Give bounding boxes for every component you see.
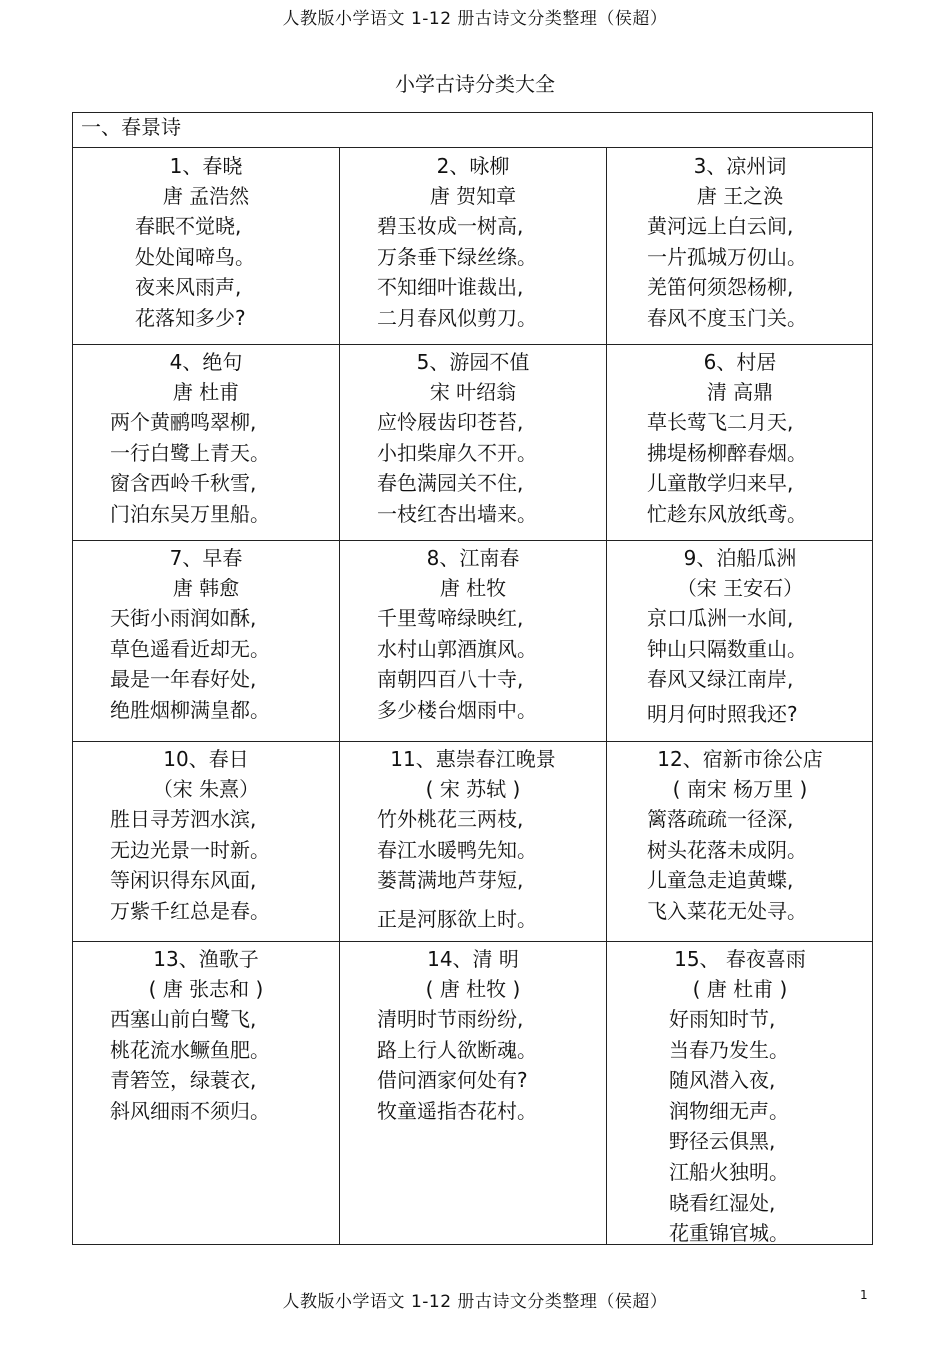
poem-author: 唐 杜甫	[172, 380, 240, 404]
poem-body	[607, 1004, 873, 1249]
poem-cell	[607, 941, 873, 1249]
page-footer: 人教版小学语文 1-12 册古诗文分类整理（侯超）	[282, 1292, 668, 1312]
poem-line: 忙趁东风放纸鸢。	[647, 501, 807, 526]
poem-line: 不知细叶谁裁出,	[377, 275, 524, 300]
poem-line: 好雨知时节,	[669, 1007, 776, 1031]
poem-line: 飞入菜花无处寻。	[647, 898, 807, 923]
poem-line: 京口瓜洲一水间,	[647, 606, 794, 630]
poem-author: 唐 杜牧	[439, 576, 507, 600]
poem-line: 当春乃发生。	[669, 1037, 789, 1062]
poem-line: 春风又绿江南岸,	[647, 667, 794, 692]
poem-line: 花落知多少?	[135, 305, 246, 330]
poem-cell	[340, 540, 606, 725]
poem-body	[607, 407, 873, 529]
poem-title: 13、渔歌子	[153, 947, 259, 971]
poem-author: ( 南宋 杨万里 )	[672, 777, 808, 801]
poem-cell	[73, 540, 339, 725]
poem-line: 正是河豚欲上时。	[377, 906, 537, 931]
page-header: 人教版小学语文 1-12 册古诗文分类整理（侯超）	[282, 9, 668, 29]
poem-title: 11、惠崇春江晚景	[390, 747, 556, 771]
poem-line: 野径云俱黑,	[669, 1129, 776, 1154]
poem-title: 6、村居	[703, 350, 777, 374]
poem-author: 唐 王之涣	[696, 184, 784, 208]
poem-author: 唐 贺知章	[429, 184, 517, 208]
poem-line: 春风不度玉门关。	[647, 305, 807, 330]
poem-cell	[340, 344, 606, 529]
poem-line: 应怜屐齿印苍苔,	[377, 410, 524, 434]
poem-line: 随风潜入夜,	[669, 1068, 776, 1093]
poem-body	[340, 211, 606, 333]
poem-author: 清 高鼎	[706, 380, 774, 404]
poem-line: 一行白鹭上青天。	[110, 440, 270, 465]
poem-body	[73, 1004, 339, 1126]
poem-line: 绝胜烟柳满皇都。	[110, 697, 270, 722]
poem-line: 天街小雨润如酥,	[110, 606, 257, 630]
poem-line: 一片孤城万仞山。	[647, 244, 807, 269]
poem-line: 处处闻啼鸟。	[135, 244, 255, 269]
poem-title: 8、江南春	[426, 546, 520, 570]
poem-title: 3、凉州词	[693, 154, 787, 178]
poem-body	[607, 211, 873, 333]
poem-line: 碧玉妆成一树高,	[377, 214, 524, 238]
poem-body	[340, 407, 606, 529]
poem-line: 西塞山前白鹭飞,	[110, 1007, 257, 1031]
poem-line: 明月何时照我还?	[647, 701, 798, 726]
poem-author: 唐 孟浩然	[162, 184, 250, 208]
poem-title: 12、宿新市徐公店	[657, 747, 823, 771]
poem-body	[73, 211, 339, 333]
poem-line: 小扣柴扉久不开。	[377, 440, 537, 465]
poem-line: 花重锦官城。	[669, 1221, 789, 1246]
poem-line: 钟山只隔数重山。	[647, 636, 807, 661]
poem-line: 夜来风雨声,	[135, 275, 242, 300]
poem-title: 10、春日	[163, 747, 249, 771]
poem-body	[607, 804, 873, 926]
poem-author: ( 唐 杜甫 )	[692, 977, 788, 1001]
poem-line: 蒌蒿满地芦芽短,	[377, 868, 524, 893]
poem-line: 窗含西岭千秋雪,	[110, 471, 257, 496]
poem-title: 2、咏柳	[436, 154, 510, 178]
poem-body	[607, 603, 873, 729]
poem-cell	[73, 148, 339, 333]
poem-author: （宋 朱熹）	[152, 777, 260, 801]
poem-table	[72, 112, 873, 1245]
poem-line: 南朝四百八十寺,	[377, 667, 524, 692]
poem-body	[73, 407, 339, 529]
poem-cell	[607, 148, 873, 333]
poem-line: 春色满园关不住,	[377, 471, 524, 496]
page-number: 1	[860, 1288, 868, 1302]
poem-line: 江船火独明。	[669, 1159, 789, 1184]
poem-line: 草长莺飞二月天,	[647, 410, 794, 434]
poem-body	[73, 804, 339, 926]
poem-line: 借问酒家何处有?	[377, 1068, 528, 1093]
poem-body	[340, 1004, 606, 1126]
poem-line: 羌笛何须怨杨柳,	[647, 275, 794, 300]
poem-title: 5、游园不值	[416, 350, 530, 374]
poem-title: 9、泊船瓜洲	[683, 546, 797, 570]
poem-line: 树头花落未成阴。	[647, 837, 807, 862]
poem-line: 桃花流水鳜鱼肥。	[110, 1037, 270, 1062]
poem-cell	[607, 344, 873, 529]
poem-line: 胜日寻芳泗水滨,	[110, 807, 257, 831]
poem-author: 唐 韩愈	[172, 576, 240, 600]
poem-cell	[73, 941, 339, 1126]
poem-line: 路上行人欲断魂。	[377, 1037, 537, 1062]
poem-title: 14、清 明	[427, 947, 519, 971]
poem-author: ( 唐 张志和 )	[148, 977, 264, 1001]
poem-line: 草色遥看近却无。	[110, 636, 270, 661]
poem-author: ( 唐 杜牧 )	[425, 977, 521, 1001]
poem-line: 拂堤杨柳醉春烟。	[647, 440, 807, 465]
poem-line: 一枝红杏出墙来。	[377, 501, 537, 526]
poem-line: 儿童散学归来早,	[647, 471, 794, 496]
poem-cell	[340, 148, 606, 333]
poem-cell	[340, 741, 606, 934]
document-title: 小学古诗分类大全	[395, 72, 555, 96]
poem-line: 千里莺啼绿映红,	[377, 606, 524, 630]
poem-line: 二月春风似剪刀。	[377, 305, 537, 330]
poem-author: ( 宋 苏轼 )	[425, 777, 521, 801]
poem-line: 春江水暖鸭先知。	[377, 837, 537, 862]
poem-line: 清明时节雨纷纷,	[377, 1007, 524, 1031]
poem-body	[340, 804, 606, 934]
poem-body	[340, 603, 606, 725]
poem-title: 1、春晓	[169, 154, 243, 178]
poem-line: 万紫千红总是春。	[110, 898, 270, 923]
poem-line: 竹外桃花三两枝,	[377, 807, 524, 831]
poem-title: 7、早春	[169, 546, 243, 570]
poem-line: 无边光景一时新。	[110, 837, 270, 862]
poem-cell	[340, 941, 606, 1126]
poem-line: 斜风细雨不须归。	[110, 1098, 270, 1123]
poem-line: 水村山郭酒旗风。	[377, 636, 537, 661]
poem-line: 晓看红湿处,	[669, 1190, 776, 1215]
poem-cell	[73, 741, 339, 926]
poem-line: 青箬笠，绿蓑衣,	[110, 1068, 257, 1093]
poem-line: 润物细无声。	[669, 1098, 789, 1123]
poem-line: 最是一年春好处,	[110, 667, 257, 692]
poem-line: 黄河远上白云间,	[647, 214, 794, 238]
poem-body	[73, 603, 339, 725]
poem-line: 儿童急走追黄蝶,	[647, 868, 794, 893]
poem-line: 多少楼台烟雨中。	[377, 697, 537, 722]
poem-line: 牧童遥指杏花村。	[377, 1098, 537, 1123]
poem-line: 篱落疏疏一径深,	[647, 807, 794, 831]
poem-line: 春眠不觉晓,	[135, 214, 242, 238]
poem-line: 门泊东吴万里船。	[110, 501, 270, 526]
poem-cell	[73, 344, 339, 529]
poem-cell	[607, 741, 873, 926]
poem-line: 两个黄鹂鸣翠柳,	[110, 410, 257, 434]
poem-author: （宋 王安石）	[676, 576, 804, 600]
section-heading: 一、春景诗	[73, 113, 872, 148]
poem-title: 4、绝句	[169, 350, 243, 374]
poem-title: 15、 春夜喜雨	[674, 947, 806, 971]
poem-line: 万条垂下绿丝绦。	[377, 244, 537, 269]
poem-cell	[607, 540, 873, 729]
poem-line: 等闲识得东风面,	[110, 868, 257, 893]
poem-author: 宋 叶绍翁	[429, 380, 517, 404]
